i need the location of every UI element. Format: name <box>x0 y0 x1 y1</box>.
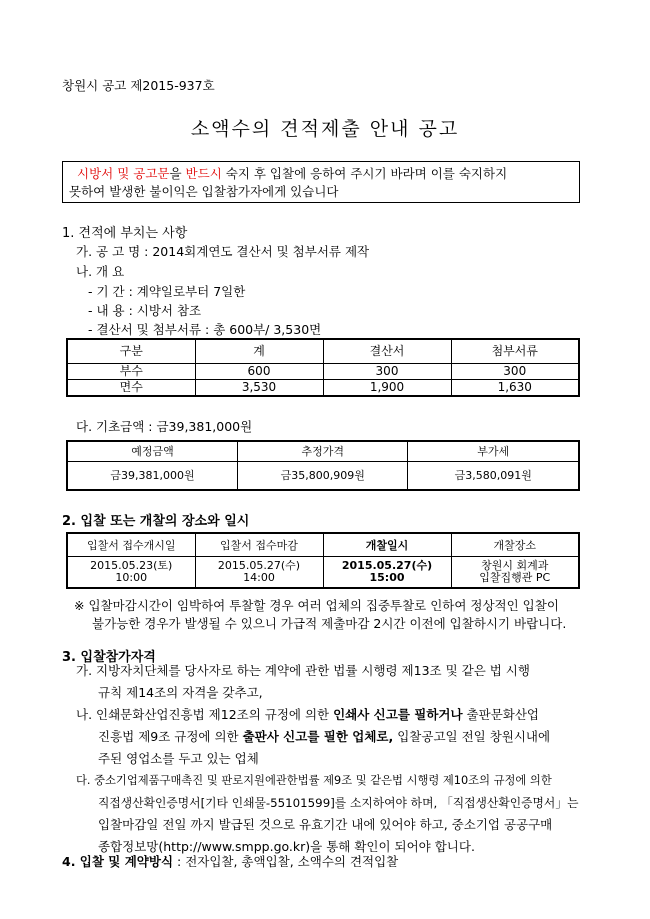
section4-heading: 4. 입찰 및 계약방식 <box>62 854 174 869</box>
warning-red-1: 시방서 및 공고문 <box>77 166 170 181</box>
section3-c-line4: 종합정보망(http://www.smpp.go.kr)을 통해 확인이 되어야 합니다. <box>98 839 475 854</box>
quantity-table <box>66 338 580 397</box>
open-time: 10:00 <box>115 571 148 584</box>
close-date: 2015.05.27(수) <box>217 559 301 572</box>
table-header-cell: 예정금액 <box>67 441 237 462</box>
warning-line-1 <box>77 165 573 183</box>
table-cell: 600 <box>195 364 323 380</box>
section3-b-line2 <box>76 726 596 748</box>
section3-a-line1: 가. 지방자치단체를 당사자로 하는 계약에 관한 법률 시행령 제13조 및 같은 법 시행 <box>76 663 530 678</box>
schedule-note-2: 불가능한 경우가 발생될 수 있으니 가급적 제출마감 2시간 이전에 입찰하시기 바랍니다. <box>92 616 567 631</box>
section1-item-a: 가. 공 고 명 : 2014회계연도 결산서 및 첨부서류 제작 <box>76 244 370 259</box>
table-cell: 금39,381,000원 <box>67 462 237 491</box>
section3-c-line3: 입찰마감일 전일 까지 발급된 것으로 유효기간 내에 있어야 하고, 중소기업 공공구매 <box>98 817 553 832</box>
table-header-cell: 개찰일시 <box>323 533 451 557</box>
section3-b2-bold: 출판사 신고를 필한 업체로, <box>242 729 394 744</box>
table-cell <box>323 557 451 589</box>
table-cell <box>67 557 195 589</box>
table-header-cell: 계 <box>195 339 323 364</box>
warning-line-2: 못하여 발생한 불이익은 입찰참가자에게 있습니다 <box>69 184 339 199</box>
table-header-cell: 부가세 <box>408 441 579 462</box>
table-row <box>67 533 579 557</box>
table-header-cell: 구분 <box>67 339 195 364</box>
section1-item-b2: - 내 용 : 시방서 참조 <box>88 303 202 318</box>
table-cell: 금3,580,091원 <box>408 462 579 491</box>
section3-b-line3: 주된 영업소를 두고 있는 업체 <box>98 751 259 766</box>
table-cell: 1,630 <box>451 380 579 397</box>
section1-item-b3: - 결산서 및 첨부서류 : 총 600부/ 3,530면 <box>88 322 322 337</box>
table-row <box>67 441 579 462</box>
table-cell: 금35,800,909원 <box>237 462 407 491</box>
warning-text-1: 을 <box>169 166 186 181</box>
table-cell: 면수 <box>67 380 195 397</box>
section3-c-line1: 다. 중소기업제품구매촉진 및 판로지원에관한법률 제9조 및 같은법 시행령 제10조의 규정에 의한 <box>76 774 552 787</box>
section3-heading: 3. 입찰참가자격 <box>62 650 156 665</box>
section3-body <box>76 660 596 858</box>
notice-number: 창원시 공고 제2015-937호 <box>62 78 215 93</box>
open-date: 2015.05.23(토) <box>90 559 173 572</box>
warning-box <box>62 161 580 203</box>
section3-b1-bold: 인쇄사 신고를 필하거나 <box>333 707 463 722</box>
table-cell: 300 <box>451 364 579 380</box>
warning-red-2: 반드시 <box>185 166 222 181</box>
section3-a-line2: 규칙 제14조의 자격을 갖추고, <box>98 685 263 700</box>
section3-b2-pre: 진흥법 제9조 규정에 의한 <box>98 729 243 744</box>
table-cell: 1,900 <box>323 380 451 397</box>
section4-text: : 전자입찰, 총액입찰, 소액수의 견적입찰 <box>173 854 399 869</box>
opening-place-1: 창원시 회계과 <box>481 559 549 572</box>
price-table <box>66 440 580 491</box>
table-row <box>67 462 579 491</box>
table-header-cell: 입찰서 접수개시일 <box>67 533 195 557</box>
table-header-cell: 결산서 <box>323 339 451 364</box>
table-row <box>67 557 579 589</box>
section1-item-b: 나. 개 요 <box>76 264 125 279</box>
table-cell: 부수 <box>67 364 195 380</box>
table-cell: 300 <box>323 364 451 380</box>
section1-item-b1: - 기 간 : 계약일로부터 7일한 <box>88 284 246 299</box>
page-title: 소액수의 견적제출 안내 공고 <box>190 118 460 140</box>
section3-b1-post: 출판문화산업 <box>462 707 540 722</box>
warning-text-2: 숙지 후 입찰에 응하여 주시기 바라며 이를 숙지하지 <box>221 166 508 181</box>
opening-time: 15:00 <box>369 571 405 584</box>
table-row <box>67 380 579 397</box>
opening-date: 2015.05.27(수) <box>341 559 433 572</box>
table-header-cell: 첨부서류 <box>451 339 579 364</box>
table-cell <box>195 557 323 589</box>
section1-heading: 1. 견적에 부치는 사항 <box>62 226 188 241</box>
table-header-cell: 추정가격 <box>237 441 407 462</box>
table-header-cell: 개찰장소 <box>451 533 579 557</box>
section3-b-line1 <box>76 704 596 726</box>
section2-heading: 2. 입찰 또는 개찰의 장소와 일시 <box>62 514 250 529</box>
section4-line <box>62 852 398 870</box>
table-row <box>67 339 579 364</box>
section3-c-line2: 직접생산확인증명서[기타 인쇄물-55101599]를 소지하여야 하며, 「직접생산확인증명서」는 <box>98 796 579 810</box>
schedule-table <box>66 532 580 589</box>
table-header-cell: 입찰서 접수마감 <box>195 533 323 557</box>
schedule-note-1: ※ 입찰마감시간이 임박하여 투찰할 경우 여러 업체의 집중투찰로 인하여 정상적인 입찰이 <box>74 598 559 613</box>
close-time: 14:00 <box>243 571 275 584</box>
table-cell: 3,530 <box>195 380 323 397</box>
base-price: 다. 기초금액 : 금39,381,000원 <box>76 419 253 434</box>
table-row <box>67 364 579 380</box>
table-cell <box>451 557 579 589</box>
section3-b1-pre: 나. 인쇄문화산업진흥법 제12조의 규정에 의한 <box>76 707 334 722</box>
section3-b2-post: 입찰공고일 전일 창원시내에 <box>393 729 551 744</box>
opening-place-2: 입찰집행관 PC <box>479 571 551 584</box>
